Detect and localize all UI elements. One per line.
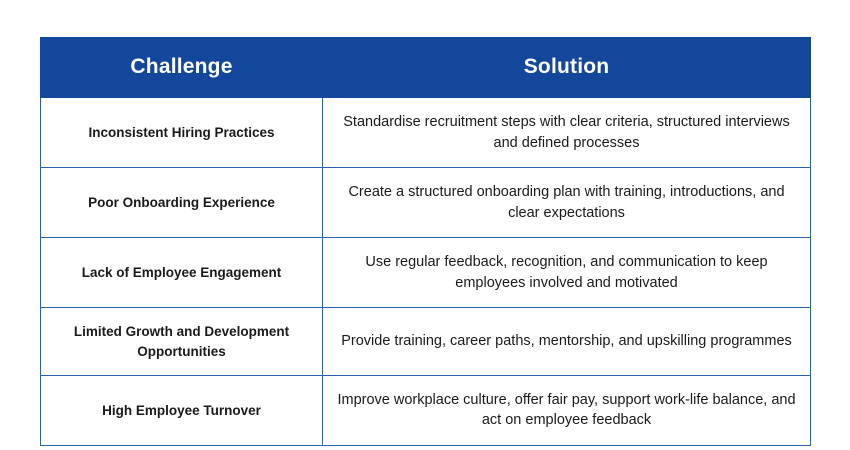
table-row <box>41 375 811 445</box>
cell-solution: Standardise recruitment steps with clear criteria, structured interviews and defined processes <box>323 98 811 168</box>
cell-challenge: Poor Onboarding Experience <box>41 168 323 238</box>
cell-challenge: Inconsistent Hiring Practices <box>41 98 323 168</box>
table-row <box>41 238 811 308</box>
column-header-challenge: Challenge <box>41 38 323 98</box>
cell-solution: Use regular feedback, recognition, and communication to keep employees involved and motivated <box>323 238 811 308</box>
challenge-solution-table-wrapper <box>40 37 810 446</box>
table-row <box>41 98 811 168</box>
table-row <box>41 168 811 238</box>
cell-solution: Create a structured onboarding plan with training, introductions, and clear expectations <box>323 168 811 238</box>
cell-challenge: High Employee Turnover <box>41 375 323 445</box>
cell-challenge: Limited Growth and Development Opportunities <box>41 308 323 375</box>
table-header <box>41 38 811 98</box>
table-row <box>41 308 811 375</box>
cell-solution: Improve workplace culture, offer fair pay, support work-life balance, and act on employee feedback <box>323 375 811 445</box>
table-header-row <box>41 38 811 98</box>
challenge-solution-table <box>40 37 811 446</box>
table-body <box>41 98 811 446</box>
cell-challenge: Lack of Employee Engagement <box>41 238 323 308</box>
cell-solution: Provide training, career paths, mentorship, and upskilling programmes <box>323 308 811 375</box>
column-header-solution: Solution <box>323 38 811 98</box>
